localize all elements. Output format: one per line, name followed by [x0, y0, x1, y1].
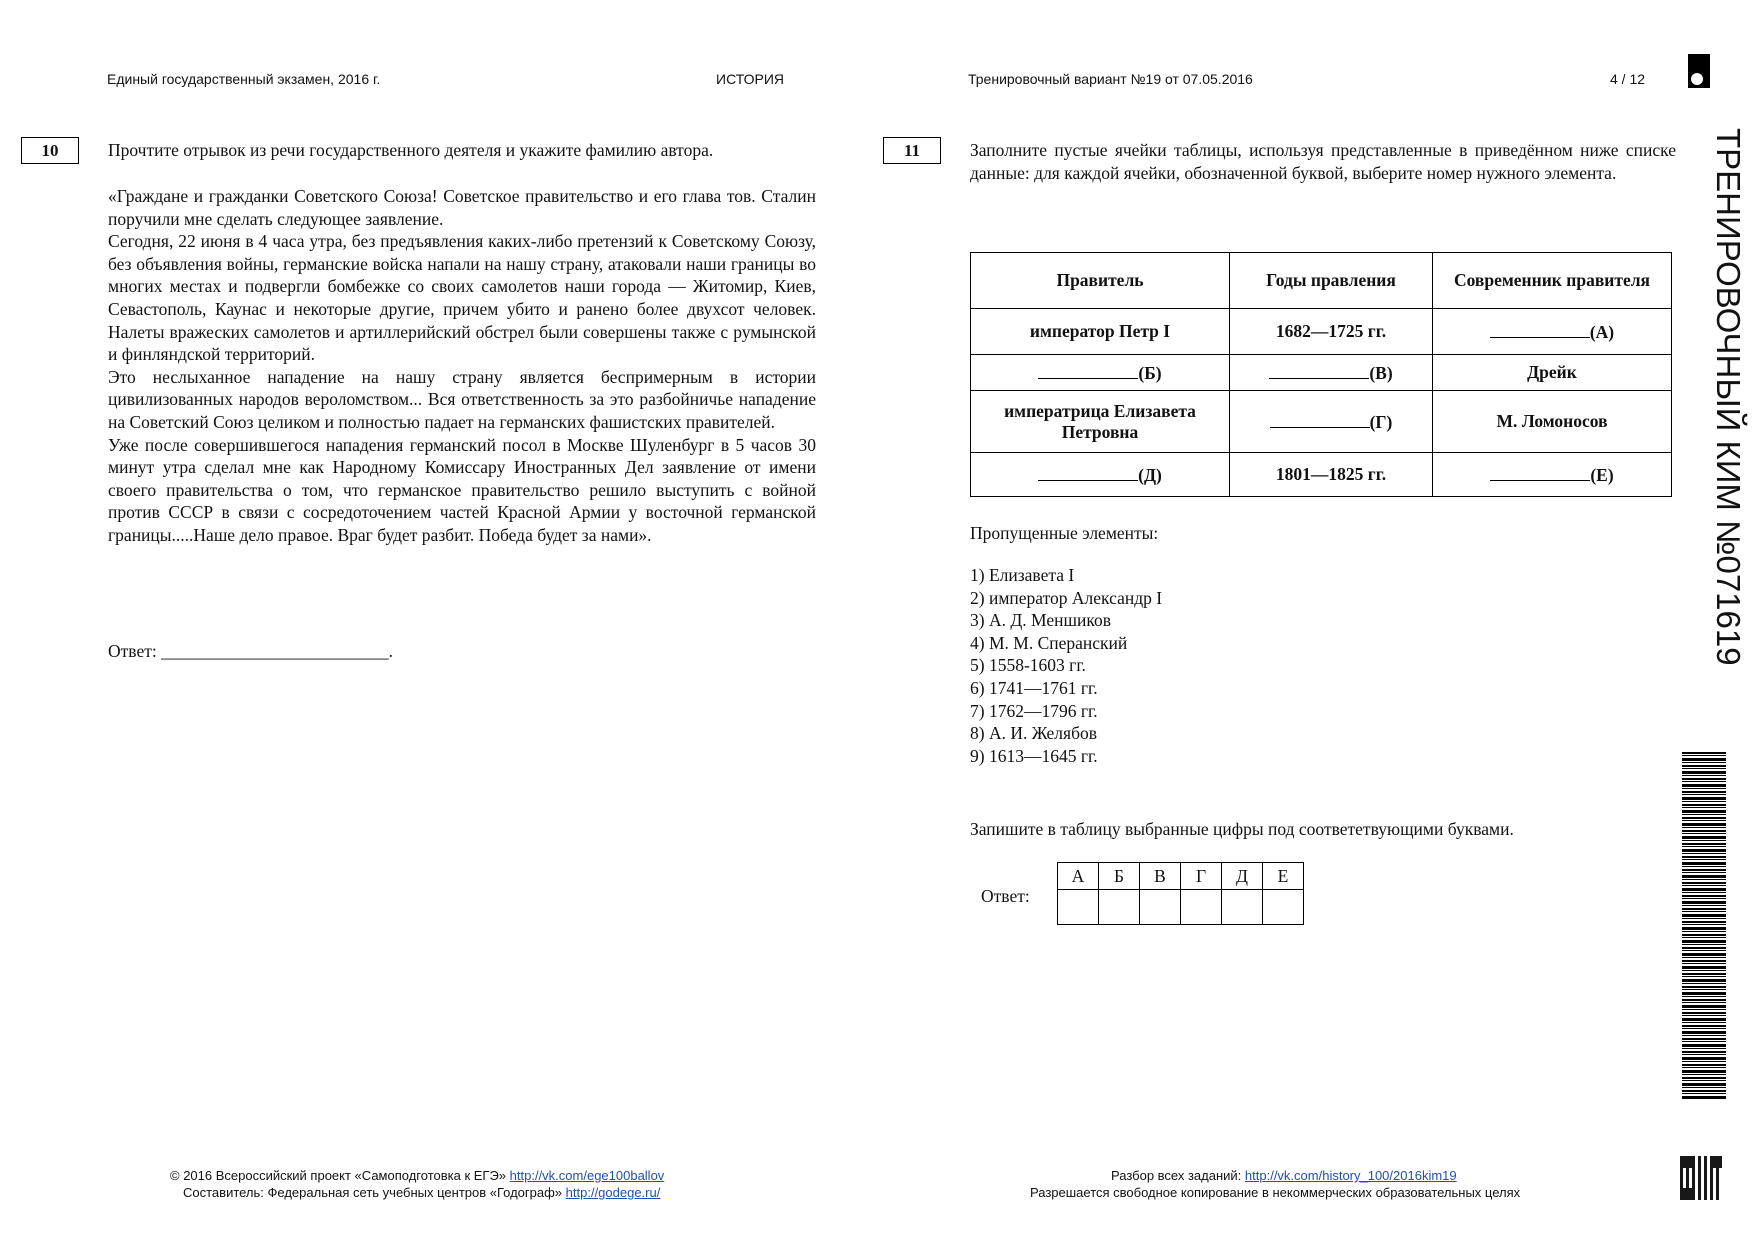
- answer-letter: Г: [1181, 863, 1222, 890]
- list-item: 3) А. Д. Меншиков: [970, 610, 1111, 631]
- review-link[interactable]: http://vk.com/history_100/2016kim19: [1244, 1168, 1457, 1183]
- footer-author: Составитель: Федеральная сеть учебных центров «Годограф» http://godege.ru/: [183, 1185, 661, 1200]
- passage-paragraph: «Граждане и гражданки Советского Союза! Советское правительство и его глава тов. Сталин поручили мне сделать следующее заявление.: [108, 186, 816, 229]
- question-10-number: 10: [21, 137, 79, 164]
- author-link[interactable]: http://godege.ru/: [565, 1185, 661, 1200]
- table-header-row: [971, 253, 1672, 309]
- table-cell: император Петр I: [971, 309, 1230, 355]
- list-item: 4) М. М. Сперанский: [970, 632, 1128, 653]
- header-variant: Тренировочный вариант №19 от 07.05.2016: [968, 71, 1253, 87]
- question-10-prompt: Прочтите отрывок из речи государственного деятеля и укажите фамилию автора.: [108, 140, 714, 160]
- missing-elements-list: [970, 564, 1162, 767]
- passage-paragraph: Сегодня, 22 июня в 4 часа утра, без предъявления каких-либо претензий к Советскому Союзу, без объявления войны, германские войска напали на нашу страну, атаковали наши границы во многих местах и подвергли бомбежке со своих самолетов наши города — Житомир, Киев, Севастополь, Каунас и некоторые другие, причем убито и ранено более двухсот человек. Налеты вражеских самолетов и артиллерийский обстрел были совершены также с румынской и финляндской территорий.: [108, 231, 816, 365]
- page-number: 4 / 12: [1610, 71, 1646, 87]
- list-item: 6) 1741—1761 гг.: [970, 677, 1098, 698]
- vertical-kim-label: ТРЕНИРОВОЧНЫЙ КИМ №071619: [1710, 128, 1747, 666]
- table-row: [971, 453, 1672, 497]
- missing-elements-title: Пропущенные элементы:: [970, 523, 1159, 543]
- answer-grid: [1057, 862, 1304, 925]
- table-header-cell: Правитель: [971, 253, 1230, 309]
- answer-cell[interactable]: [1099, 890, 1140, 925]
- project-link[interactable]: http://vk.com/ege100ballov: [509, 1168, 665, 1183]
- table-row: [971, 355, 1672, 391]
- answer-cell[interactable]: [1181, 890, 1222, 925]
- table-cell: Дрейк: [1433, 355, 1672, 391]
- table-cell-blank[interactable]: (В): [1230, 355, 1433, 391]
- header-subject: ИСТОРИЯ: [716, 71, 785, 87]
- question-11-prompt: Заполните пустые ячейки таблицы, используя представленные в приведённом ниже списке данные: для каждой ячейки, обозначенной буквой, выберите номер нужного элемента.: [970, 140, 1676, 183]
- barcode-icon: [1682, 752, 1726, 1100]
- question-10-passage: [108, 185, 816, 547]
- question-10-answer: [108, 640, 393, 663]
- table-cell: 1682—1725 гг.: [1230, 309, 1433, 355]
- answer-letter: Е: [1263, 863, 1304, 890]
- passage-paragraph: Это неслыханное нападение на нашу страну является беспримерным в истории цивилизованных народов вероломством... Вся ответственность за это разбойничье нападение на Советский Союз целиком и полностью падает на германских фашистских правителей.: [108, 366, 816, 432]
- question-11-instruction: Запишите в таблицу выбранные цифры под соответетвующими буквами.: [970, 819, 1514, 839]
- answer-cell[interactable]: [1263, 890, 1304, 925]
- table-cell-blank[interactable]: (А): [1433, 309, 1672, 355]
- corner-mark-icon: [1688, 54, 1710, 88]
- footer-copyright-note: Разрешается свободное копирование в некоммерческих образовательных целях: [1030, 1185, 1521, 1200]
- question-11-number: 11: [883, 137, 941, 164]
- answer-cell[interactable]: [1222, 890, 1263, 925]
- passage-paragraph: Уже после совершившегося нападения германский посол в Москве Шуленбург в 5 часов 30 минут утра сделал мне как Народному Комиссару Иностранных Дел заявление от имени своего правительства о том, что германское правительство решило выступить с войной против СССР в связи с сосредоточением частей Красной Армии у восточной германской границы.....Наше дело правое. Враг будет разбит. Победа будет за нами».: [108, 434, 816, 545]
- header-exam-title: Единый государственный экзамен, 2016 г.: [107, 71, 381, 87]
- footer-project: © 2016 Всероссийский проект «Самоподготовка к ЕГЭ» http://vk.com/ege100ballov: [170, 1168, 665, 1183]
- table-cell-blank[interactable]: (Г): [1230, 391, 1433, 453]
- rulers-table: [970, 252, 1672, 497]
- answer-letter: В: [1140, 863, 1181, 890]
- list-item: 7) 1762—1796 гг.: [970, 700, 1098, 721]
- table-cell: императрица Елизавета Петровна: [971, 391, 1230, 453]
- list-item: 5) 1558-1603 гг.: [970, 655, 1086, 676]
- table-cell-blank[interactable]: (Б): [971, 355, 1230, 391]
- table-header-cell: Современник правителя: [1433, 253, 1672, 309]
- list-item: 9) 1613—1645 гг.: [970, 745, 1098, 766]
- table-cell: 1801—1825 гг.: [1230, 453, 1433, 497]
- answer-cell[interactable]: [1140, 890, 1181, 925]
- list-item: 2) император Александр I: [970, 587, 1163, 608]
- table-header-cell: Годы правления: [1230, 253, 1433, 309]
- answer-letter: Б: [1099, 863, 1140, 890]
- table-row: [971, 391, 1672, 453]
- answer-letter: Д: [1222, 863, 1263, 890]
- table-cell-blank[interactable]: (Е): [1433, 453, 1672, 497]
- answer-label: Ответ:: [108, 641, 162, 661]
- table-cell: М. Ломоносов: [1433, 391, 1672, 453]
- table-cell-blank[interactable]: (Д): [971, 453, 1230, 497]
- qr-code-icon: [1680, 1156, 1722, 1200]
- answer-letter: А: [1058, 863, 1099, 890]
- list-item: 1) Елизавета I: [970, 565, 1075, 585]
- table-row: [971, 309, 1672, 355]
- list-item: 8) А. И. Желябов: [970, 723, 1097, 744]
- footer-review: Разбор всех заданий: http://vk.com/history_100/2016kim19: [1111, 1168, 1457, 1183]
- question-11-answer-label: Ответ:: [981, 886, 1030, 906]
- answer-cell[interactable]: [1058, 890, 1099, 925]
- answer-line[interactable]: __________________________.: [161, 641, 393, 661]
